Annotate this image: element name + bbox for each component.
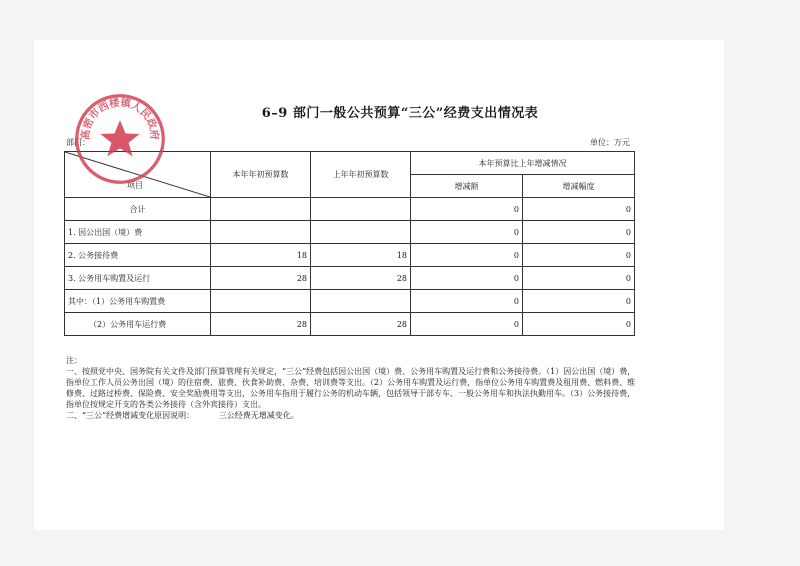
row-amount: 0 <box>411 221 523 244</box>
row-amount: 0 <box>411 267 523 290</box>
table-row <box>65 198 635 221</box>
row-current <box>211 290 311 313</box>
header-change-pct: 增减幅度 <box>523 175 635 198</box>
row-label: 3. 公务用车购置及运行 <box>65 267 211 290</box>
row-pct: 0 <box>523 267 635 290</box>
svg-text:高密市西楼镇人民政府: 高密市西楼镇人民政府 <box>79 96 161 141</box>
table-row <box>65 244 635 267</box>
official-seal <box>73 92 167 186</box>
unit-label: 单位：万元 <box>590 138 630 147</box>
row-pct: 0 <box>523 244 635 267</box>
row-pct: 0 <box>523 198 635 221</box>
row-amount: 0 <box>411 244 523 267</box>
row-prior <box>311 221 411 244</box>
row-amount: 0 <box>411 290 523 313</box>
notes-line-1: 一、按照党中央、国务院有关文件及部门预算管理有关规定，“三公”经费包括因公出国（境）费、公务用车购置及运行费和公务接待费。（1）因公出国（境）费，指单位工作人员公务出国（境）的住宿费、旅费、伙食补助费、杂费、培训费等支出。（2）公务用车购置及运行费，指单位公务用车购置费及租用费、燃料费、维修费、过路过桥费、保险费、安全奖励费用等支出，公务用车指用于履行公务的机动车辆，包括领导干部专车、一般公务用车和执法执勤用车。（3）公务接待费，指单位按规定开支的各类公务接待（含外宾接待）支出。 <box>66 367 636 409</box>
notes-section <box>66 355 638 421</box>
table-row <box>65 221 635 244</box>
notes-line-2-prefix: 二、“三公”经费增减变化原因说明： <box>66 411 195 420</box>
header-change-amount: 增减额 <box>411 175 523 198</box>
table-row <box>65 290 635 313</box>
row-pct: 0 <box>523 290 635 313</box>
row-label: 其中：（1）公务用车购置费 <box>65 290 211 313</box>
row-current: 28 <box>211 267 311 290</box>
table-row <box>65 313 635 336</box>
row-prior: 18 <box>311 244 411 267</box>
table-row <box>65 267 635 290</box>
row-label: 合计 <box>65 198 211 221</box>
header-current: 本年年初预算数 <box>211 152 311 198</box>
row-label: （2）公务用车运行费 <box>65 313 211 336</box>
row-label: 1. 因公出国（境）费 <box>65 221 211 244</box>
header-change: 本年预算比上年增减情况 <box>411 152 635 175</box>
notes-line-2 <box>66 410 638 421</box>
header-item: 项目 <box>127 181 143 190</box>
row-current <box>211 198 311 221</box>
row-amount: 0 <box>411 313 523 336</box>
row-current <box>211 221 311 244</box>
department-label: 部门： <box>66 138 90 147</box>
row-amount: 0 <box>411 198 523 221</box>
row-prior <box>311 198 411 221</box>
notes-heading: 注： <box>66 356 82 365</box>
row-prior: 28 <box>311 267 411 290</box>
row-prior <box>311 290 411 313</box>
header-prior: 上年年初预算数 <box>311 152 411 198</box>
row-label: 2. 公务接待费 <box>65 244 211 267</box>
row-pct: 0 <box>523 221 635 244</box>
notes-line-2-text: 三公经费无增减变化。 <box>218 411 299 420</box>
row-prior: 28 <box>311 313 411 336</box>
row-current: 28 <box>211 313 311 336</box>
row-pct: 0 <box>523 313 635 336</box>
row-current: 18 <box>211 244 311 267</box>
page-title: 6–9 部门一般公共预算“三公”经费支出情况表 <box>261 106 539 121</box>
seal-star-icon <box>100 120 139 156</box>
